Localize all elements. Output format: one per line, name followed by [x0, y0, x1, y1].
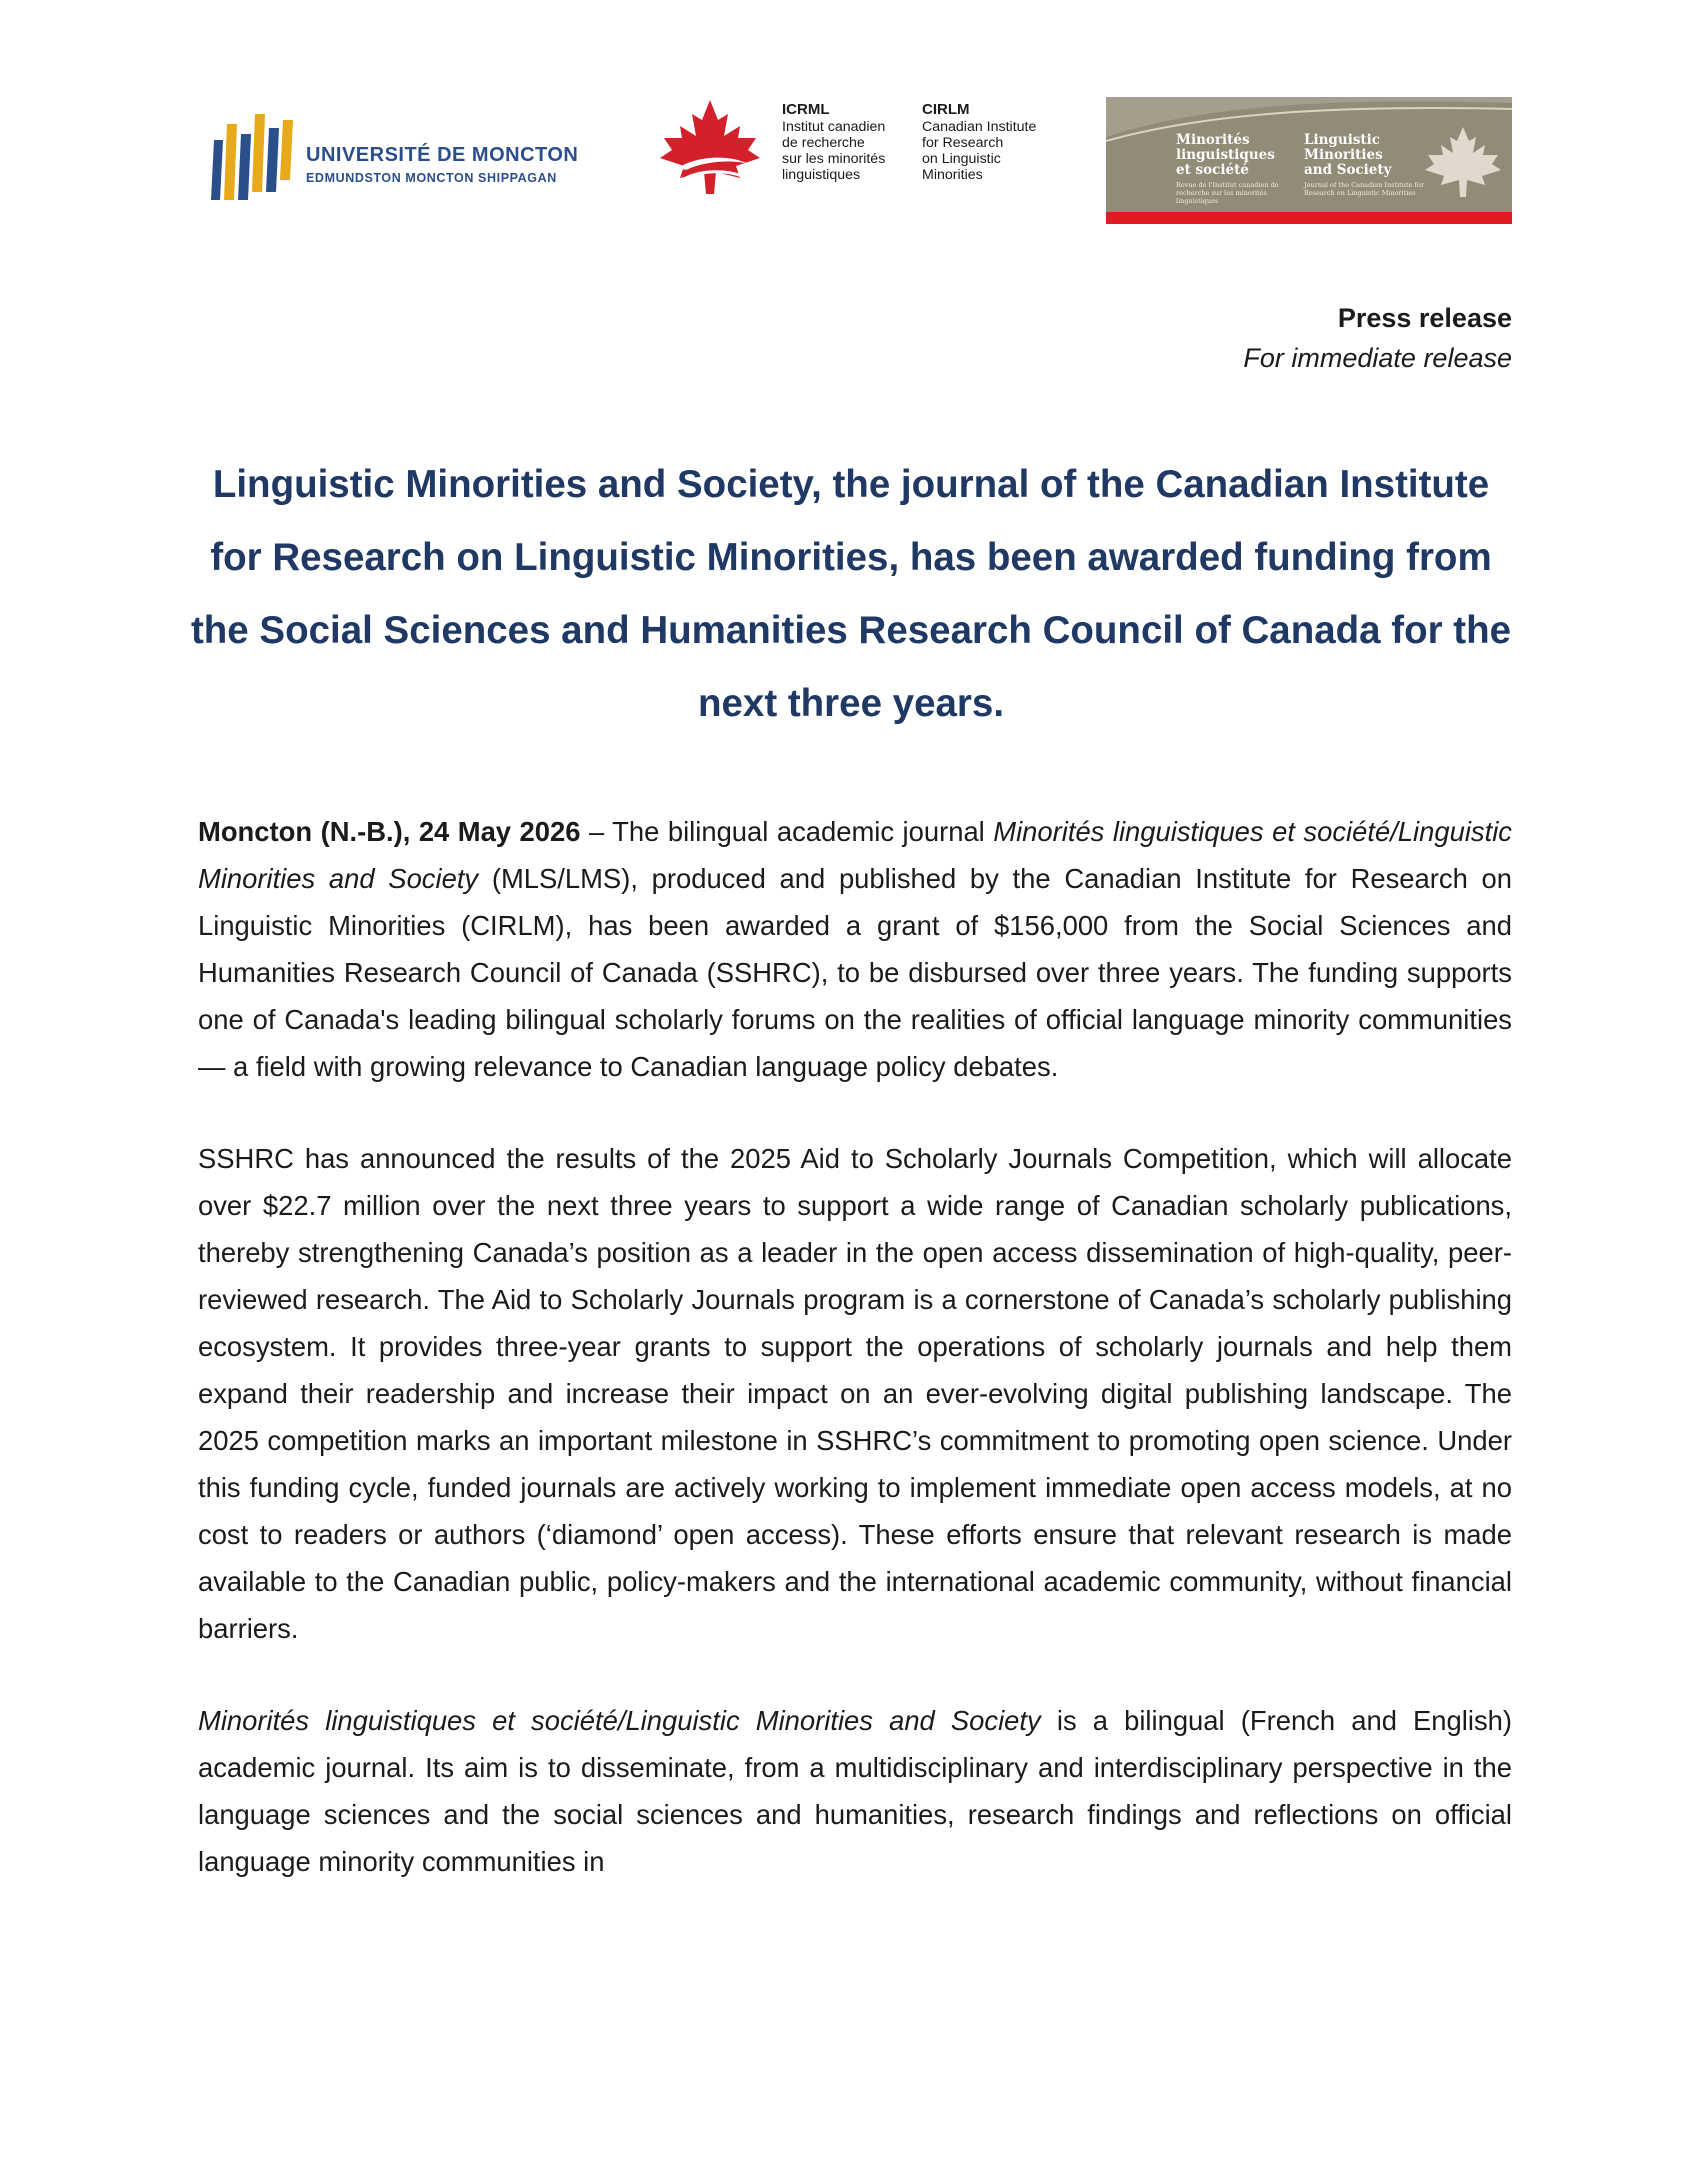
journal-logo-french — [1176, 133, 1296, 205]
universite-de-moncton-logo — [210, 110, 590, 202]
cirlm-line: on Linguistic — [922, 151, 1001, 167]
journal-subtitle: Journal of the Canadian Institute for Research on Linguistic Minorities — [1304, 181, 1424, 197]
release-label — [1243, 298, 1512, 378]
udm-logo-mark — [210, 110, 306, 202]
icrml-line: linguistiques — [782, 167, 861, 183]
cirlm-abbreviation: CIRLM — [922, 101, 970, 118]
paragraph-2: SSHRC has announced the results of the 2025 Aid to Scholarly Journals Competition, which will allocate over $22.7 million over the next three years to support a wide range of Canadian scholarly publications, thereby strengthening Canada’s position as a leader in the open access dissemination of high-quality, peer-reviewed research. The Aid to Scholarly Journals program is a cornerstone of Canada’s scholarly publishing ecosystem. It provides three-year grants to support the operations of scholarly journals and help them expand their readership and increase their impact on an ever-evolving digital publishing landscape. The 2025 competition marks an important milestone in SSHRC’s commitment to promoting open science. Under this funding cycle, funded journals are actively working to implement immediate open access models, at no cost to readers or authors (‘diamond’ open access). These efforts ensure that relevant research is made available to the Canadian public, policy-makers and the international academic community, without financial barriers. — [198, 1143, 1512, 1644]
journal-title-line: and Society — [1304, 162, 1392, 178]
journal-logo-english — [1304, 133, 1424, 197]
paragraph-text: is a bilingual (French and English) academic journal. Its aim is to disseminate, from a multidisciplinary and interdisciplinary perspective in the language sciences and the social sciences and humanities, research findings and reflections on official language minority communities in — [198, 1705, 1512, 1877]
journal-title-line: Minorities — [1304, 147, 1383, 163]
journal-title-line: Linguistic — [1304, 132, 1381, 148]
paragraph-text: – The bilingual academic journal — [580, 816, 994, 847]
cirlm-line: Canadian Institute — [922, 119, 1037, 135]
icrml-line: Institut canadien — [782, 119, 886, 135]
udm-campuses: EDMUNDSTON MONCTON SHIPPAGAN — [306, 171, 557, 185]
journal-leaf-icon — [1424, 125, 1502, 205]
press-release-label: Press release — [1337, 303, 1512, 333]
headline: Linguistic Minorities and Society, the journal of the Canadian Institute for Research on Linguistic Minorities, has been awarded funding from the Social Sciences and Humanities Research Council of Canada for the next three years. — [190, 463, 1512, 725]
journal-logo-red-band — [1106, 212, 1512, 224]
journal-logo — [1106, 97, 1512, 224]
icrml-cirlm-logo — [656, 98, 1076, 208]
journal-title-line: et société — [1176, 162, 1249, 178]
udm-name: UNIVERSITÉ DE MONCTON — [306, 144, 579, 166]
icrml-french-block — [782, 102, 922, 183]
immediate-release-label: For immediate release — [1243, 343, 1512, 373]
journal-subtitle: Revue de l'Institut canadien de recherche sur les minorités linguistiques — [1176, 181, 1279, 205]
paragraph-1 — [198, 808, 1512, 1090]
paragraph-3 — [198, 1697, 1512, 1885]
icrml-abbreviation: ICRML — [782, 101, 830, 118]
article-body — [198, 808, 1512, 1930]
maple-leaf-icon — [656, 98, 764, 204]
journal-title: Minorités linguistiques et société/Linguistic Minorities and Society — [198, 1705, 1041, 1736]
paragraph-text: (MLS/LMS), produced and published by the Canadian Institute for Research on Linguistic Minorities (CIRLM), has been awarded a grant of $156,000 from the Social Sciences and Humanities Research Council of Canada (SSHRC), to be disbursed over three years. The funding supports one of Canada's leading bilingual scholarly forums on the realities of official language minority communities — a field with growing relevance to Canadian language policy debates. — [198, 863, 1512, 1082]
cirlm-english-block — [922, 102, 1062, 183]
journal-title: Minorités linguistiques et société/Linguistic Minorities and Society — [198, 816, 1512, 894]
cirlm-line: for Research — [922, 135, 1004, 151]
journal-title-line: Minorités — [1176, 132, 1250, 148]
journal-title-line: linguistiques — [1176, 147, 1275, 163]
cirlm-line: Minorities — [922, 167, 983, 183]
icrml-line: sur les minorités — [782, 151, 886, 167]
icrml-line: de recherche — [782, 135, 865, 151]
dateline: Moncton (N.-B.), 24 May 2026 — [198, 816, 581, 847]
